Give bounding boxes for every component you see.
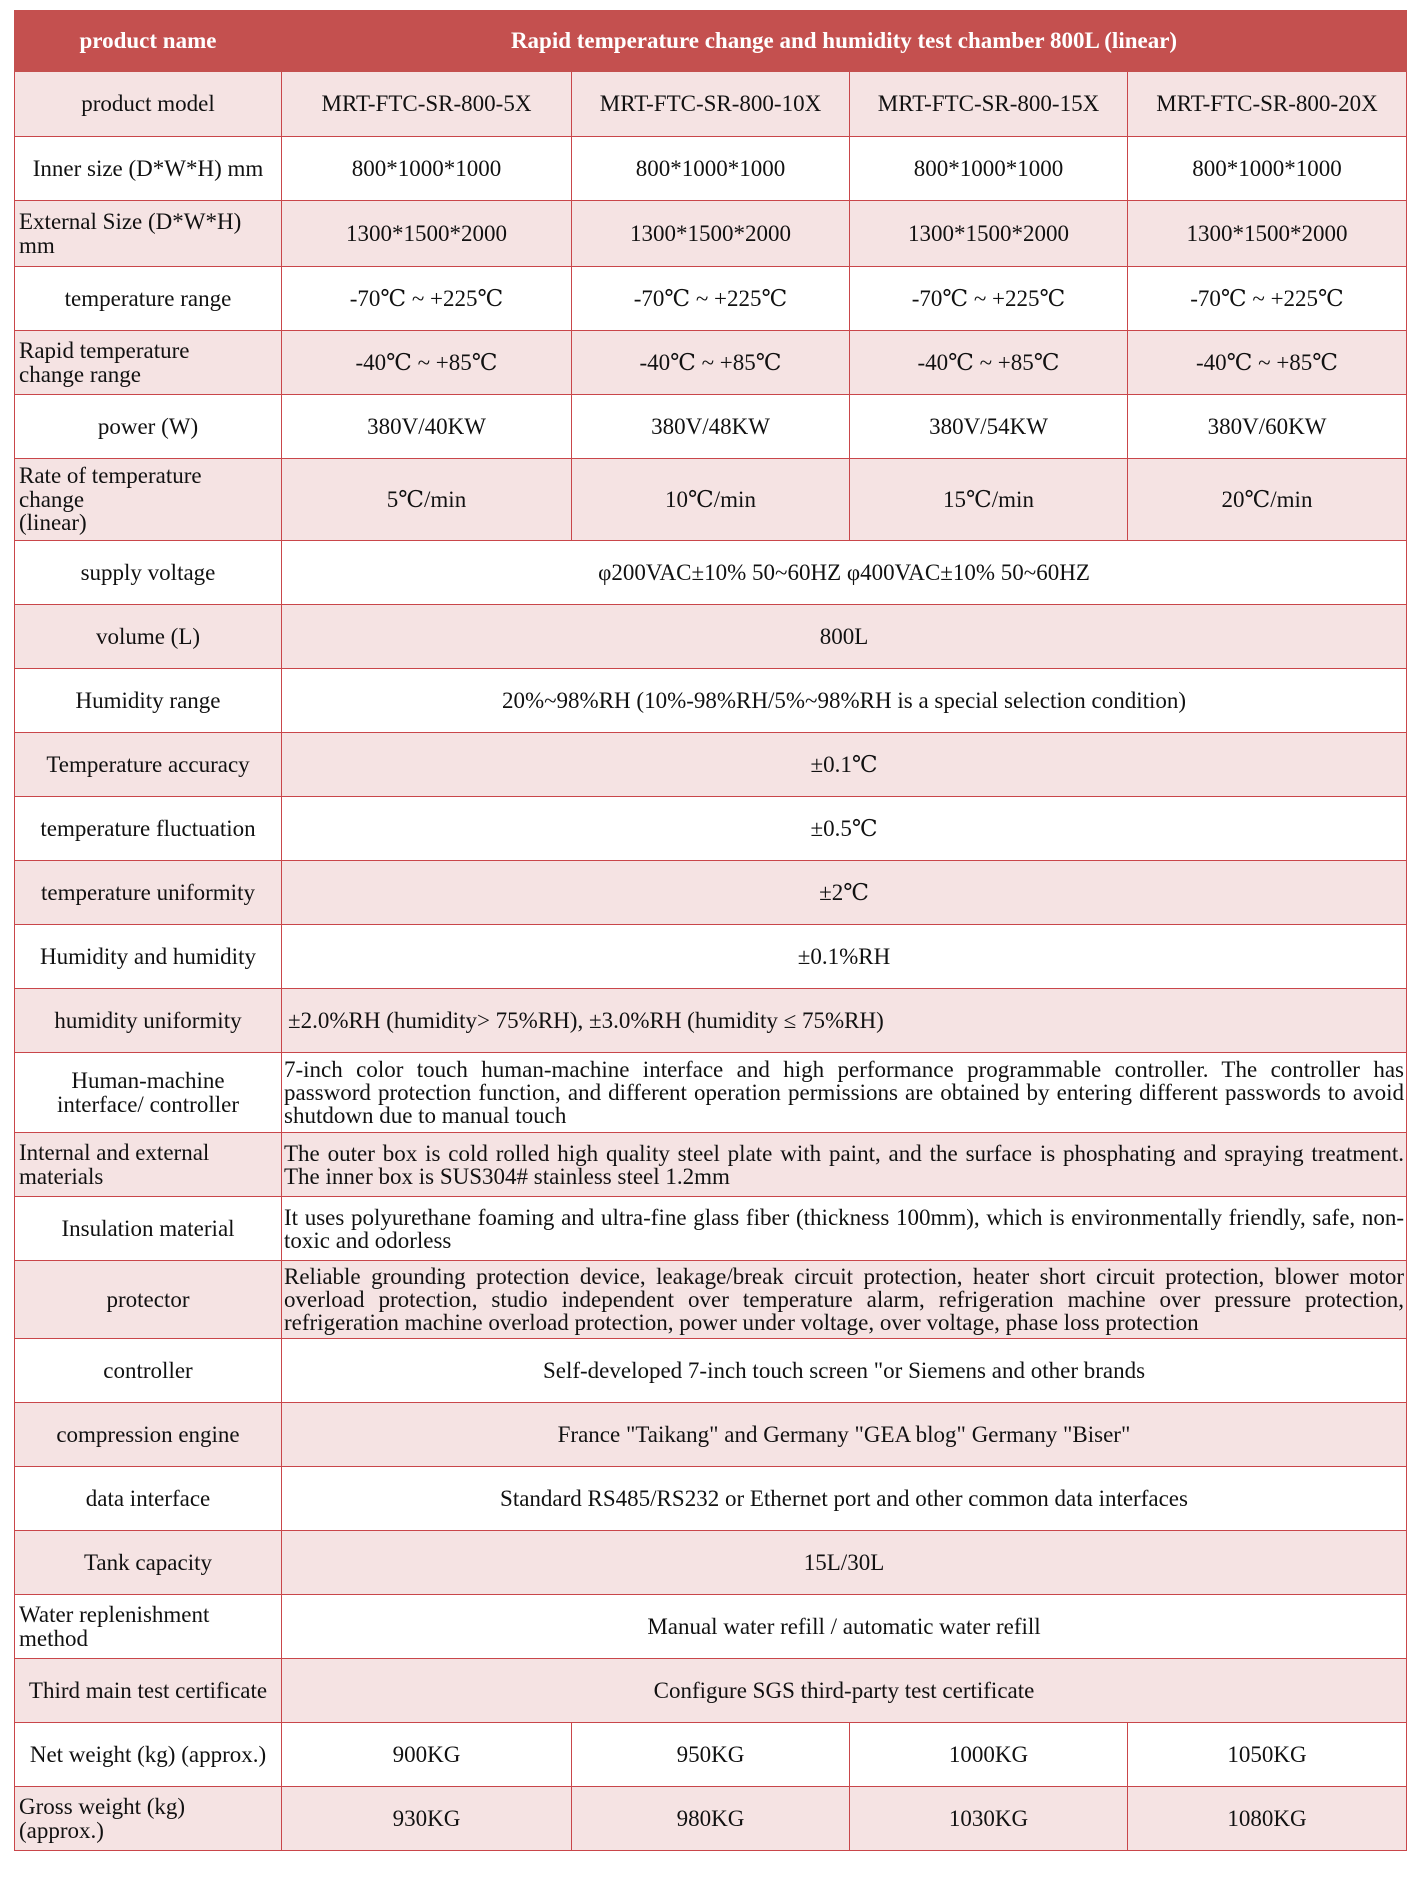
value-cell: 800*1000*1000: [282, 137, 572, 201]
value-cell: 1030KG: [850, 1787, 1128, 1851]
value-cell: 800L: [282, 605, 1407, 669]
header-label: product name: [15, 11, 282, 72]
value-cell: ±0.5℃: [282, 797, 1407, 861]
row-net-weight: [15, 1723, 1407, 1787]
row-label: Temperature accuracy: [15, 733, 282, 797]
row-label: Tank capacity: [15, 1531, 282, 1595]
row-certificate: [15, 1659, 1407, 1723]
row-supply-voltage: [15, 541, 1407, 605]
row-humidity-range: [15, 669, 1407, 733]
value-cell: France "Taikang" and Germany "GEA blog" Germany "Biser": [282, 1403, 1407, 1467]
row-label: Humidity and humidity: [15, 925, 282, 989]
row-protector: [15, 1261, 1407, 1339]
value-cell: The outer box is cold rolled high quality steel plate with paint, and the surface is phosphating and spraying treatment. The inner box is SUS304# stainless steel 1.2mm: [282, 1133, 1407, 1197]
value-cell: 800*1000*1000: [850, 137, 1128, 201]
value-cell: 1050KG: [1128, 1723, 1407, 1787]
row-label: Water replenishment method: [15, 1595, 282, 1659]
value-cell: 950KG: [572, 1723, 850, 1787]
row-temp-accuracy: [15, 733, 1407, 797]
row-label: temperature fluctuation: [15, 797, 282, 861]
row-label: Inner size (D*W*H) mm: [15, 137, 282, 201]
row-label: Humidity range: [15, 669, 282, 733]
value-cell: -70℃ ~ +225℃: [1128, 267, 1407, 331]
value-cell: 980KG: [572, 1787, 850, 1851]
row-label: humidity uniformity: [15, 989, 282, 1053]
value-cell: 800*1000*1000: [1128, 137, 1407, 201]
value-cell: 1300*1500*2000: [282, 201, 572, 267]
value-cell: 10℃/min: [572, 459, 850, 541]
header-row: [15, 11, 1407, 72]
row-controller: [15, 1339, 1407, 1403]
value-cell: -70℃ ~ +225℃: [850, 267, 1128, 331]
row-label: Rapid temperature change range: [15, 331, 282, 395]
value-cell: φ200VAC±10% 50~60HZ φ400VAC±10% 50~60HZ: [282, 541, 1407, 605]
value-cell: -40℃ ~ +85℃: [572, 331, 850, 395]
value-cell: 930KG: [282, 1787, 572, 1851]
row-product-model: [15, 72, 1407, 137]
row-data-interface: [15, 1467, 1407, 1531]
value-cell: 5℃/min: [282, 459, 572, 541]
row-humidity-and-humidity: [15, 925, 1407, 989]
row-hmi: [15, 1053, 1407, 1133]
model-cell: MRT-FTC-SR-800-5X: [282, 72, 572, 137]
value-cell: 15℃/min: [850, 459, 1128, 541]
row-label: External Size (D*W*H) mm: [15, 201, 282, 267]
row-label: Insulation material: [15, 1197, 282, 1261]
row-insulation: [15, 1197, 1407, 1261]
value-cell: 20℃/min: [1128, 459, 1407, 541]
row-label: data interface: [15, 1467, 282, 1531]
row-label: Internal and external materials: [15, 1133, 282, 1197]
row-humidity-uniformity: [15, 989, 1407, 1053]
value-cell: 1080KG: [1128, 1787, 1407, 1851]
row-temp-uniformity: [15, 861, 1407, 925]
row-label: supply voltage: [15, 541, 282, 605]
row-label: protector: [15, 1261, 282, 1339]
row-label: volume (L): [15, 605, 282, 669]
row-label: Human-machine interface/ controller: [15, 1053, 282, 1133]
row-inner-size: [15, 137, 1407, 201]
row-temperature-range: [15, 267, 1407, 331]
row-rapid-range: [15, 331, 1407, 395]
row-external-size: [15, 201, 1407, 267]
row-label: Net weight (kg) (approx.): [15, 1723, 282, 1787]
value-cell: 1000KG: [850, 1723, 1128, 1787]
value-cell: -40℃ ~ +85℃: [850, 331, 1128, 395]
row-label: temperature uniformity: [15, 861, 282, 925]
value-cell: 15L/30L: [282, 1531, 1407, 1595]
row-gross-weight: [15, 1787, 1407, 1851]
model-cell: MRT-FTC-SR-800-15X: [850, 72, 1128, 137]
model-cell: MRT-FTC-SR-800-10X: [572, 72, 850, 137]
row-volume: [15, 605, 1407, 669]
value-cell: 380V/54KW: [850, 395, 1128, 459]
value-cell: 1300*1500*2000: [572, 201, 850, 267]
value-cell: 1300*1500*2000: [1128, 201, 1407, 267]
value-cell: ±0.1℃: [282, 733, 1407, 797]
row-label: controller: [15, 1339, 282, 1403]
value-cell: 7-inch color touch human-machine interface and high performance programmable controller. The controller has password protection function, and different operation permissions are obtained by entering different passwords to avoid shutdown due to manual touch: [282, 1053, 1407, 1133]
value-cell: -40℃ ~ +85℃: [282, 331, 572, 395]
model-cell: MRT-FTC-SR-800-20X: [1128, 72, 1407, 137]
value-cell: Standard RS485/RS232 or Ethernet port and other common data interfaces: [282, 1467, 1407, 1531]
value-cell: -40℃ ~ +85℃: [1128, 331, 1407, 395]
value-cell: ±2.0%RH (humidity> 75%RH), ±3.0%RH (humidity ≤ 75%RH): [282, 989, 1407, 1053]
value-cell: ±2℃: [282, 861, 1407, 925]
value-cell: -70℃ ~ +225℃: [572, 267, 850, 331]
row-rate: [15, 459, 1407, 541]
row-water: [15, 1595, 1407, 1659]
row-label: temperature range: [15, 267, 282, 331]
value-cell: 900KG: [282, 1723, 572, 1787]
value-cell: 380V/60KW: [1128, 395, 1407, 459]
value-cell: -70℃ ~ +225℃: [282, 267, 572, 331]
value-cell: It uses polyurethane foaming and ultra-fine glass fiber (thickness 100mm), which is environmentally friendly, safe, non-toxic and odorless: [282, 1197, 1407, 1261]
header-title: Rapid temperature change and humidity test chamber 800L (linear): [282, 11, 1407, 72]
row-power: [15, 395, 1407, 459]
value-cell: 380V/40KW: [282, 395, 572, 459]
value-cell: 1300*1500*2000: [850, 201, 1128, 267]
value-cell: Reliable grounding protection device, leakage/break circuit protection, heater short circuit protection, blower motor overload protection, studio independent over temperature alarm, refrigeration machine over pressure protection, refrigeration machine overload protection, power under voltage, over voltage, phase loss protection: [282, 1261, 1407, 1339]
row-label: product model: [15, 72, 282, 137]
row-label: Rate of temperature change (linear): [15, 459, 282, 541]
row-materials: [15, 1133, 1407, 1197]
value-cell: ±0.1%RH: [282, 925, 1407, 989]
value-cell: 380V/48KW: [572, 395, 850, 459]
value-cell: Self-developed 7-inch touch screen "or Siemens and other brands: [282, 1339, 1407, 1403]
row-label: compression engine: [15, 1403, 282, 1467]
row-label: Gross weight (kg) (approx.): [15, 1787, 282, 1851]
row-compression: [15, 1403, 1407, 1467]
value-cell: Configure SGS third-party test certificate: [282, 1659, 1407, 1723]
value-cell: 20%~98%RH (10%-98%RH/5%~98%RH is a special selection condition): [282, 669, 1407, 733]
spec-table: [14, 10, 1407, 1851]
row-tank: [15, 1531, 1407, 1595]
row-temp-fluctuation: [15, 797, 1407, 861]
value-cell: Manual water refill / automatic water refill: [282, 1595, 1407, 1659]
value-cell: 800*1000*1000: [572, 137, 850, 201]
row-label: power (W): [15, 395, 282, 459]
row-label: Third main test certificate: [15, 1659, 282, 1723]
